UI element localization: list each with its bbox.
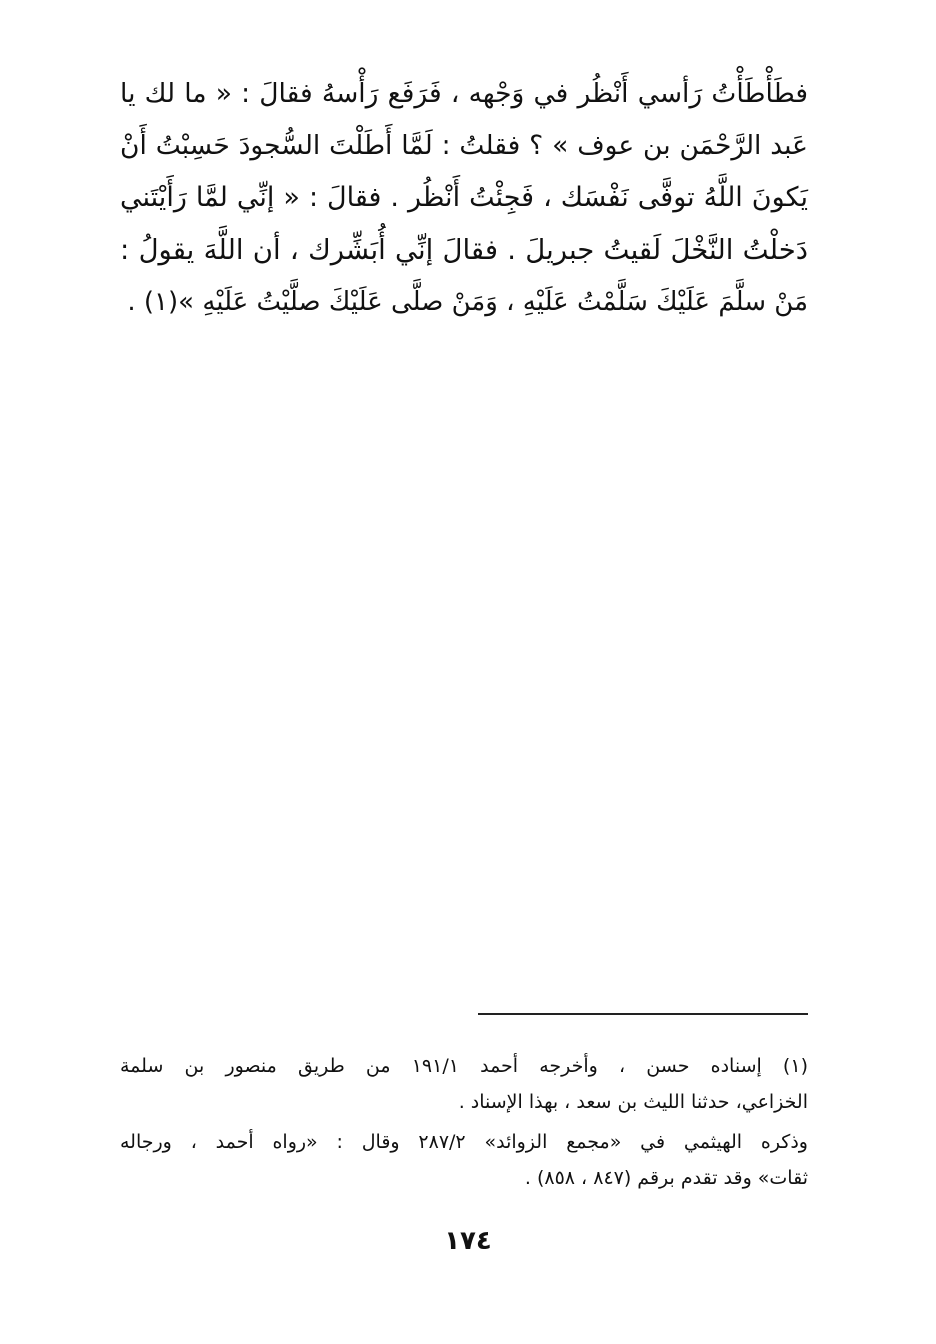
footnote-separator [478,1013,808,1015]
footnote-line: وذكره الهيثمي في «مجمع الزوائد» ٢٨٧/٢ وقال : «رواه أحمد ، ورجاله [120,1131,808,1153]
footnote-line: (١) إسناده حسن ، وأخرجه أحمد ١٩١/١ من طريق منصور بن سلمة [120,1055,808,1077]
main-text-line: فطَأْطَأْتُ رَأسي أَنْظُر في وَجْهه ، فَرَفَع رَأْسهُ فقالَ : « ما لك يا [120,78,808,109]
footnote-line: ثقات» وقد تقدم برقم (٨٤٧ ، ٨٥٨) . [524,1167,808,1189]
footnotes-block [120,1048,808,1196]
main-text-line: عَبد الرَّحْمَن بن عوف » ؟ فقلتُ : لَمَّا أَطَلْتَ السُّجودَ حَسِبْتُ أَنْ [120,130,808,161]
main-text-line: دَخلْتُ النَّخْلَ لَقيتُ جبريلَ . فقالَ إنِّي أُبَشِّرك ، أن اللَّهَ يقولُ : [120,234,808,266]
main-text-line: مَنْ سلَّمَ عَلَيْكَ سَلَّمْتُ عَلَيْهِ ، وَمَنْ صلَّى عَلَيْكَ صلَّيْتُ عَلَيْهِ »(١) . [127,287,808,317]
footnote-line: الخزاعي، حدثنا الليث بن سعد ، بهذا الإسناد . [458,1091,808,1113]
main-text-block [120,68,808,328]
main-text-line: يَكونَ اللَّهُ توفَّى نَفْسَك ، فَجِئْتُ أَنْظُر . فقالَ : « إنِّي لمَّا رَأَيْتَني [120,182,808,213]
page-number: ١٧٤ [444,1226,492,1256]
